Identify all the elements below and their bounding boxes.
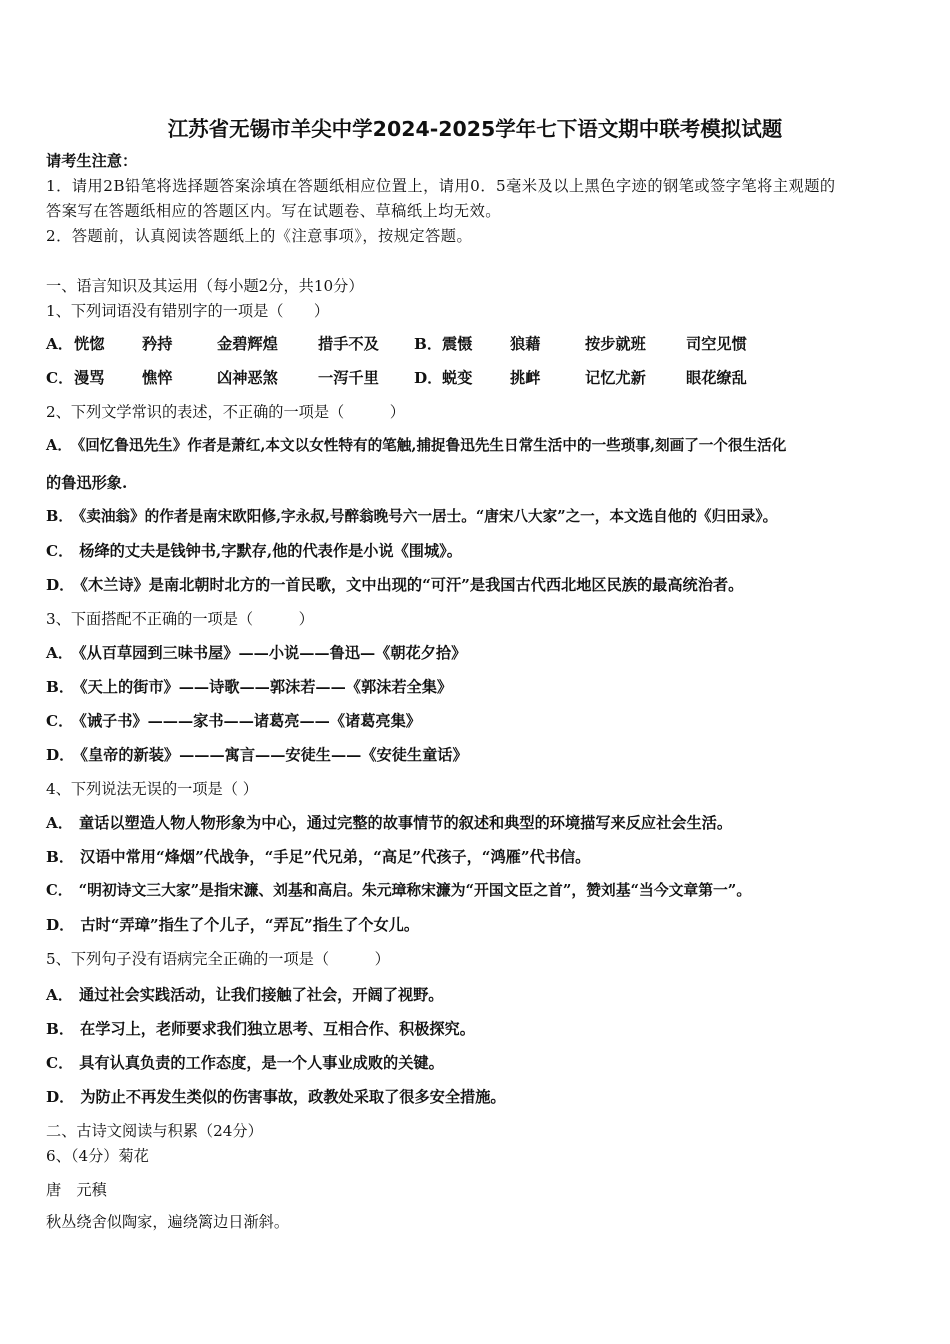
- q5-option-c-label: C．: [46, 1054, 74, 1072]
- q5-option-d-text: 为防止不再发生类似的伤害事故，政教处采取了很多安全措施。: [80, 1088, 506, 1106]
- q4-option-c-text: “明初诗文三大家”是指宋濂、刘基和高启。朱元璋称宋濂为“开国文臣之首”，赞刘基“当今文章第一”。: [78, 882, 752, 899]
- q3-option-a-label: A．: [46, 644, 73, 662]
- q5-option-b-label: B．: [46, 1020, 75, 1038]
- q2-option-a-label: A．: [46, 437, 72, 454]
- q1-option-c-word-1: 漫骂: [74, 369, 105, 387]
- q4-option-b-label: B．: [46, 848, 75, 866]
- poem-line-1: 秋丛绕舍似陶家，遍绕篱边日渐斜。: [46, 1213, 289, 1231]
- q1-option-a-word-1: 恍惚: [74, 335, 105, 353]
- q5-option-b: [46, 1019, 475, 1039]
- q2-option-b: [46, 507, 777, 527]
- q3-option-b-text: 《天上的街市》——诗歌——郭沫若——《郭沫若全集》: [80, 678, 453, 696]
- notice-item-2: 2．答题前，认真阅读答题纸上的《注意事项》，按规定答题。: [46, 227, 473, 245]
- q1-option-c-word-4: 一泻千里: [318, 369, 379, 387]
- q3-option-c-text: 《诫子书》———家书——诸葛亮——《诸葛亮集》: [79, 712, 421, 730]
- q2-option-d-label: D．: [46, 576, 75, 594]
- q2-option-c-label: C．: [46, 542, 74, 560]
- q1-option-a-word-4: 措手不及: [318, 335, 379, 353]
- q3-option-d-text: 《皇帝的新装》———寓言——安徒生——《安徒生童话》: [80, 746, 468, 764]
- q1-option-b-word-1: 震慑: [442, 335, 473, 353]
- q3-option-a-text: 《从百草园到三味书屋》——小说——鲁迅—《朝花夕拾》: [78, 644, 467, 662]
- q5-stem: 5、下列句子没有语病完全正确的一项是（ ）: [46, 950, 390, 968]
- q4-option-a-text: 童话以塑造人物人物形象为中心，通过完整的故事情节的叙述和典型的环境描写来反应社会生活。: [78, 814, 733, 832]
- q2-option-a-line-1: [46, 436, 786, 456]
- notice-item-1-line-1: 1．请用2B铅笔将选择题答案涂填在答题纸相应位置上，请用0．5毫米及以上黑色字迹的钢笔或签字笔将主观题的: [46, 177, 836, 195]
- q5-option-b-text: 在学习上，老师要求我们独立思考、互相合作、积极探究。: [80, 1020, 475, 1038]
- q1-option-c-word-2: 憔悴: [142, 369, 173, 387]
- q3-option-d-label: D．: [46, 746, 75, 764]
- q4-option-d-text: 古时“弄璋”指生了个儿子，“弄瓦”指生了个女儿。: [80, 916, 420, 934]
- q5-option-d: [46, 1087, 506, 1107]
- q5-option-a: [46, 985, 443, 1005]
- q2-option-c: [46, 541, 462, 561]
- q1-option-c-word-3: 凶神恶煞: [217, 369, 278, 387]
- q3-option-d: [46, 745, 468, 765]
- q4-option-c-label: C．: [46, 882, 73, 899]
- q4-option-c: [46, 881, 751, 901]
- q5-option-a-text: 通过社会实践活动，让我们接触了社会，开阔了视野。: [78, 986, 444, 1004]
- q2-option-a-text: 《回忆鲁迅先生》作者是萧红,本文以女性特有的笔触,捕捉鲁迅先生日常生活中的一些琐事,刻画了一个很生活化: [77, 437, 787, 454]
- page-title: 江苏省无锡市羊尖中学2024-2025学年七下语文期中联考模拟试题: [167, 117, 783, 141]
- q1-option-d-word-1: 蜕变: [442, 369, 473, 387]
- q4-option-d-label: D．: [46, 916, 75, 934]
- q1-stem: 1、下列词语没有错别字的一项是（ ）: [46, 302, 330, 320]
- q3-option-b-label: B．: [46, 678, 75, 696]
- q1-option-a-label: A．: [46, 335, 73, 353]
- q4-option-d: [46, 915, 419, 935]
- q1-option-b-word-4: 司空见惯: [686, 335, 747, 353]
- section-2-heading: 二、古诗文阅读与积累（24分）: [46, 1122, 263, 1140]
- q2-option-a-line-2: 的鲁迅形象.: [46, 474, 128, 492]
- q5-option-d-label: D．: [46, 1088, 75, 1106]
- q3-option-c: [46, 711, 421, 731]
- q2-option-d-text: 《木兰诗》是南北朝时北方的一首民歌，文中出现的“可汗”是我国古代西北地区民族的最高统治者。: [80, 576, 744, 594]
- notice-heading: 请考生注意：: [46, 152, 138, 170]
- q4-option-a: [46, 813, 732, 833]
- q4-option-b-text: 汉语中常用“烽烟”代战争，“手足”代兄弟，“高足”代孩子，“鸿雁”代书信。: [80, 848, 591, 866]
- q1-option-b-word-2: 狼藉: [510, 335, 541, 353]
- q4-stem: 4、下列说法无误的一项是（ ）: [46, 780, 258, 798]
- q4-option-a-label: A．: [46, 814, 73, 832]
- q5-option-c-text: 具有认真负责的工作态度，是一个人事业成败的关键。: [79, 1054, 444, 1072]
- q6-stem: 6、（4分）菊花: [46, 1147, 149, 1165]
- q2-option-c-text: 杨绛的丈夫是钱钟书,字默存,他的代表作是小说《围城》。: [79, 542, 462, 560]
- q3-option-c-label: C．: [46, 712, 74, 730]
- q1-option-d-word-4: 眼花缭乱: [686, 369, 747, 387]
- q1-option-d-word-2: 挑衅: [510, 369, 541, 387]
- q2-option-b-label: B．: [46, 508, 73, 525]
- q1-option-a-word-3: 金碧辉煌: [217, 335, 278, 353]
- q3-stem: 3、下面搭配不正确的一项是（ ）: [46, 610, 314, 628]
- q2-option-d: [46, 575, 743, 595]
- q4-option-b: [46, 847, 590, 867]
- q1-option-d-label: D．: [414, 369, 443, 387]
- q1-option-c-label: C．: [46, 369, 74, 387]
- poem-author: 唐 元稹: [46, 1181, 107, 1199]
- notice-item-1-line-2: 答案写在答题纸相应的答题区内。写在试题卷、草稿纸上均无效。: [46, 202, 501, 220]
- q3-option-b: [46, 677, 452, 697]
- q1-option-b-label: B．: [414, 335, 443, 353]
- q2-option-b-text: 《卖油翁》的作者是南宋欧阳修,字永叔,号醉翁晚号六一居士。“唐宋八大家”之一，本文选自他的《归田录》。: [78, 508, 778, 525]
- q1-option-d-word-3: 记忆尤新: [585, 369, 646, 387]
- q1-option-a-word-2: 矜持: [142, 335, 173, 353]
- section-1-heading: 一、语言知识及其运用（每小题2分，共10分）: [46, 277, 364, 295]
- q1-option-b-word-3: 按步就班: [585, 335, 646, 353]
- q5-option-c: [46, 1053, 444, 1073]
- q2-stem: 2、下列文学常识的表述，不正确的一项是（ ）: [46, 403, 405, 421]
- q5-option-a-label: A．: [46, 986, 73, 1004]
- q3-option-a: [46, 643, 466, 663]
